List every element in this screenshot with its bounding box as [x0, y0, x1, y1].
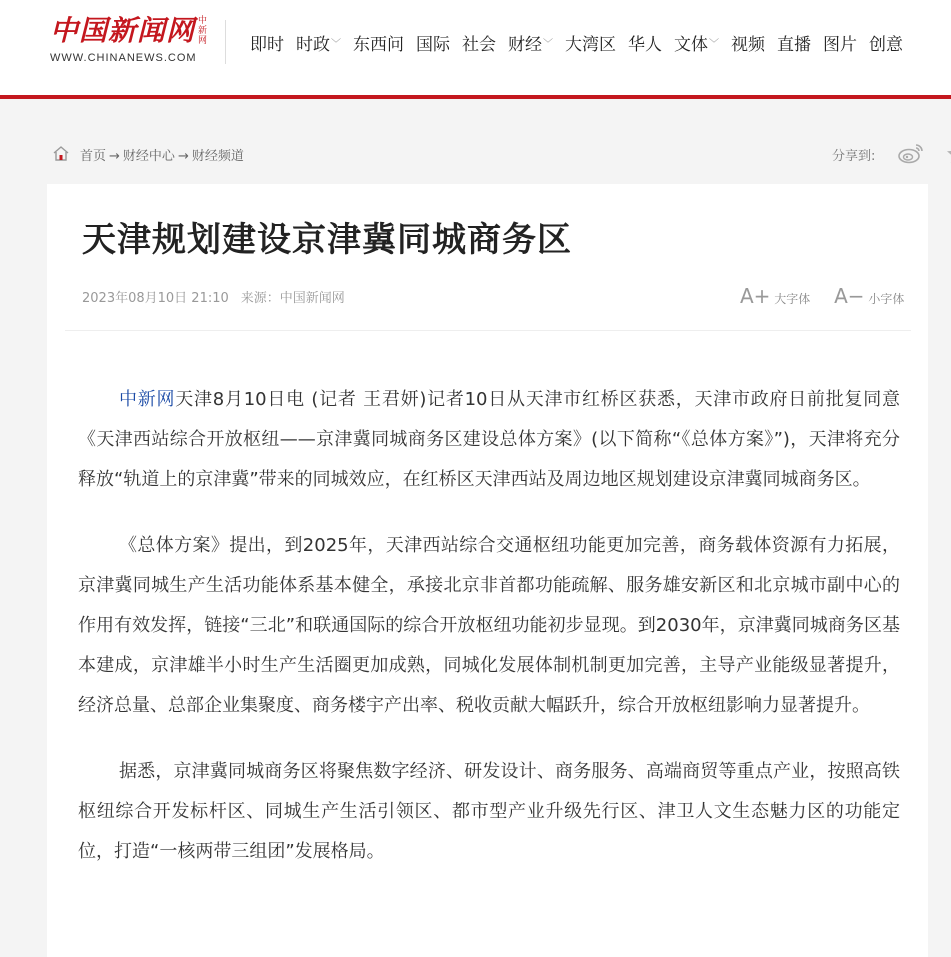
nav-item-label: 社会	[462, 35, 496, 55]
font-large-icon: A+	[740, 284, 771, 308]
favorite-star-icon[interactable]	[945, 142, 951, 166]
nav-item[interactable]	[462, 32, 496, 58]
nav-item[interactable]	[731, 32, 765, 58]
font-small-icon: A−	[834, 284, 865, 308]
font-large-button[interactable]	[740, 284, 811, 308]
nav-item-label: 时政	[296, 35, 330, 55]
logo-english-text: WWW.CHINANEWS.COM	[50, 52, 197, 64]
nav-item-label: 直播	[777, 35, 811, 55]
site-logo[interactable]	[50, 14, 215, 66]
breadcrumb-bar	[52, 142, 922, 166]
nav-item-label: 国际	[416, 35, 450, 55]
logo-small-text: 中新网	[198, 16, 208, 46]
chevron-down-icon: ﹀	[709, 39, 719, 50]
nav-item[interactable]	[674, 32, 719, 58]
article-title: 天津规划建设京津冀同城商务区	[82, 220, 572, 260]
home-icon[interactable]	[52, 144, 70, 162]
article-source: 来源：中国新闻网	[240, 291, 345, 306]
article-body	[78, 380, 900, 898]
logo-divider	[225, 20, 226, 64]
nav-item-label: 财经	[508, 35, 542, 55]
nav-item[interactable]	[777, 32, 811, 58]
share-label: 分享到:	[832, 149, 876, 164]
nav-item-label: 图片	[823, 35, 857, 55]
breadcrumb-finance-channel[interactable]: 财经频道	[191, 149, 244, 164]
breadcrumb-separator: →	[177, 149, 189, 164]
nav-item[interactable]	[250, 32, 284, 58]
breadcrumb	[80, 145, 244, 164]
chevron-down-icon: ﹀	[543, 39, 553, 50]
nav-item[interactable]	[823, 32, 857, 58]
nav-item[interactable]	[628, 32, 662, 58]
nav-item-label: 视频	[731, 35, 765, 55]
article-card	[47, 184, 928, 957]
main-nav	[250, 32, 915, 58]
breadcrumb-separator: →	[109, 149, 120, 164]
nav-item-label: 即时	[250, 35, 284, 55]
site-header	[0, 0, 951, 99]
paragraph-text: 天津8月10日电 (记者 王君妍)记者10日从天津市红桥区获悉，天津市政府日前批复同意《天津西站综合开放枢纽——京津冀同城商务区建设总体方案》(以下简称“《总体方案》”)，天津将充分释放“轨道上的京津冀”带来的同城效应，在红桥区天津西站及周边地区规划建设京津冀同城商务区。	[78, 389, 900, 490]
article-meta	[82, 287, 345, 306]
nav-item-label: 东西问	[353, 35, 404, 55]
lead-source-link[interactable]: 中新网	[119, 389, 176, 410]
publish-datetime: 2023年08月10日 21:10	[82, 291, 229, 306]
breadcrumb-home[interactable]: 首页	[80, 149, 107, 164]
weibo-icon[interactable]	[897, 142, 925, 164]
nav-item[interactable]	[416, 32, 450, 58]
nav-item[interactable]	[508, 32, 553, 58]
font-small-button[interactable]	[814, 284, 905, 308]
breadcrumb-finance-center[interactable]: 财经中心	[122, 149, 175, 164]
nav-item[interactable]	[869, 32, 903, 58]
article-paragraph: 《总体方案》提出，到2025年，天津西站综合交通枢纽功能更加完善，商务载体资源有力拓展，京津冀同城生产生活功能体系基本健全，承接北京非首都功能疏解、服务雄安新区和北京城市副中心的作用有效发挥，链接“三北”和联通国际的综合开放枢纽功能初步显现。到2030年，京津冀同城商务区基本建成，京津雄半小时生产生活圈更加成熟，同城化发展体制机制更加完善，主导产业能级显著提升，经济总量、总部企业集聚度、商务楼宇产出率、税收贡献大幅跃升，综合开放枢纽影响力显著提升。	[78, 535, 900, 716]
nav-item-label: 华人	[628, 35, 662, 55]
nav-item-label: 创意	[869, 35, 903, 55]
font-small-label: 小字体	[868, 292, 905, 306]
nav-item[interactable]	[353, 32, 404, 58]
nav-item-label: 文体	[674, 35, 708, 55]
nav-item[interactable]	[565, 32, 616, 58]
chevron-down-icon: ﹀	[331, 39, 341, 50]
article-paragraph: 据悉，京津冀同城商务区将聚焦数字经济、研发设计、商务服务、高端商贸等重点产业，按照高铁枢纽综合开发标杆区、同城生产生活引领区、都市型产业升级先行区、津卫人文生态魅力区的功能定位，打造“一核两带三组团”发展格局。	[78, 761, 900, 862]
font-large-label: 大字体	[774, 292, 811, 306]
logo-chinese-text: 中国新闻网	[50, 14, 196, 47]
nav-item-label: 大湾区	[565, 35, 616, 55]
meta-divider	[65, 330, 911, 331]
font-size-controls	[740, 284, 904, 308]
nav-item[interactable]	[296, 32, 341, 58]
article-paragraph	[78, 380, 900, 500]
